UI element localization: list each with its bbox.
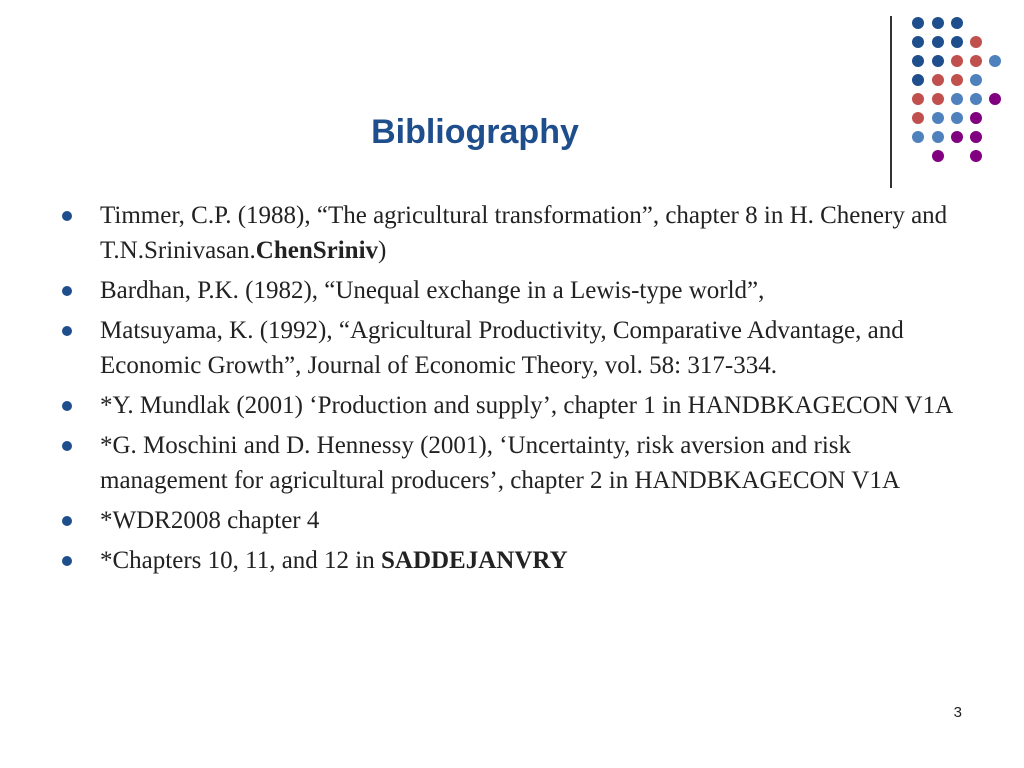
page-number: 3: [953, 704, 962, 721]
decorative-dot: [970, 112, 982, 124]
decorative-dot: [970, 36, 982, 48]
decorative-dot: [951, 36, 963, 48]
list-item-bold: SADDEJANVRY: [380, 547, 568, 574]
decorative-dot: [970, 93, 982, 105]
list-item: [60, 388, 980, 423]
decorative-dot: [970, 55, 982, 67]
decorative-dot: [932, 131, 944, 143]
decorative-dot: [970, 150, 982, 162]
list-item-text: Matsuyama, K. (1992), “Agricultural Productivity, Comparative Advantage, and Economic Growth”, Journal of Economic Theory, vol. 58: 317-334.: [100, 317, 904, 379]
list-item: [60, 543, 980, 578]
list-item-text: Bardhan, P.K. (1982), “Unequal exchange in a Lewis-type world”,: [100, 277, 765, 304]
decorative-dot: [932, 112, 944, 124]
slide-title: Bibliography: [371, 113, 579, 151]
decorative-dot: [932, 150, 944, 162]
decorative-dot: [912, 17, 924, 29]
decorative-dot: [951, 17, 963, 29]
list-item-text: *Y. Mundlak (2001) ‘Production and supply’, chapter 1 in HANDBKAGECON V1A: [100, 392, 954, 419]
decorative-dot: [970, 74, 982, 86]
decorative-dot: [932, 36, 944, 48]
decorative-dot: [989, 55, 1001, 67]
decorative-dot: [951, 55, 963, 67]
list-item: [60, 503, 980, 538]
list-item-text: Timmer, C.P. (1988), “The agricultural transformation”, chapter 8 in H. Chenery and T.N.Srinivasan.: [100, 202, 948, 264]
list-item: [60, 198, 980, 268]
decorative-dot: [970, 131, 982, 143]
list-item-text: *G. Moschini and D. Hennessy (2001), ‘Uncertainty, risk aversion and risk management for agricultural producers’, chapter 2 in HANDBKAGECON V1A: [100, 432, 901, 494]
bullet-icon: [62, 441, 72, 451]
decorative-dot: [912, 36, 924, 48]
decorative-dot: [951, 112, 963, 124]
decorative-dot: [912, 74, 924, 86]
list-item-after: ): [378, 237, 387, 264]
list-item-bold: ChenSriniv: [255, 237, 379, 264]
decorative-dot: [912, 55, 924, 67]
bullet-icon: [62, 516, 72, 526]
decorative-dot: [932, 93, 944, 105]
list-item: [60, 313, 980, 383]
list-item-text: *Chapters 10, 11, and 12 in: [100, 547, 381, 574]
bullet-icon: [62, 326, 72, 336]
decorative-dot: [932, 17, 944, 29]
bullet-icon: [62, 401, 72, 411]
bullet-icon: [62, 211, 72, 221]
decorative-dot: [951, 93, 963, 105]
decorative-dot: [912, 93, 924, 105]
decorative-dot: [932, 74, 944, 86]
decorative-dot: [912, 112, 924, 124]
decorative-dot: [951, 131, 963, 143]
decorative-dot-grid: [0, 0, 1024, 200]
decorative-dot: [932, 55, 944, 67]
decorative-dot: [989, 93, 1001, 105]
list-item: [60, 273, 980, 308]
bibliography-list: [60, 198, 980, 583]
list-item: [60, 428, 980, 498]
bullet-icon: [62, 286, 72, 296]
decorative-dot: [912, 131, 924, 143]
divider-line: [890, 16, 892, 188]
list-item-text: *WDR2008 chapter 4: [100, 507, 320, 534]
bullet-icon: [62, 556, 72, 566]
decorative-dot: [951, 74, 963, 86]
